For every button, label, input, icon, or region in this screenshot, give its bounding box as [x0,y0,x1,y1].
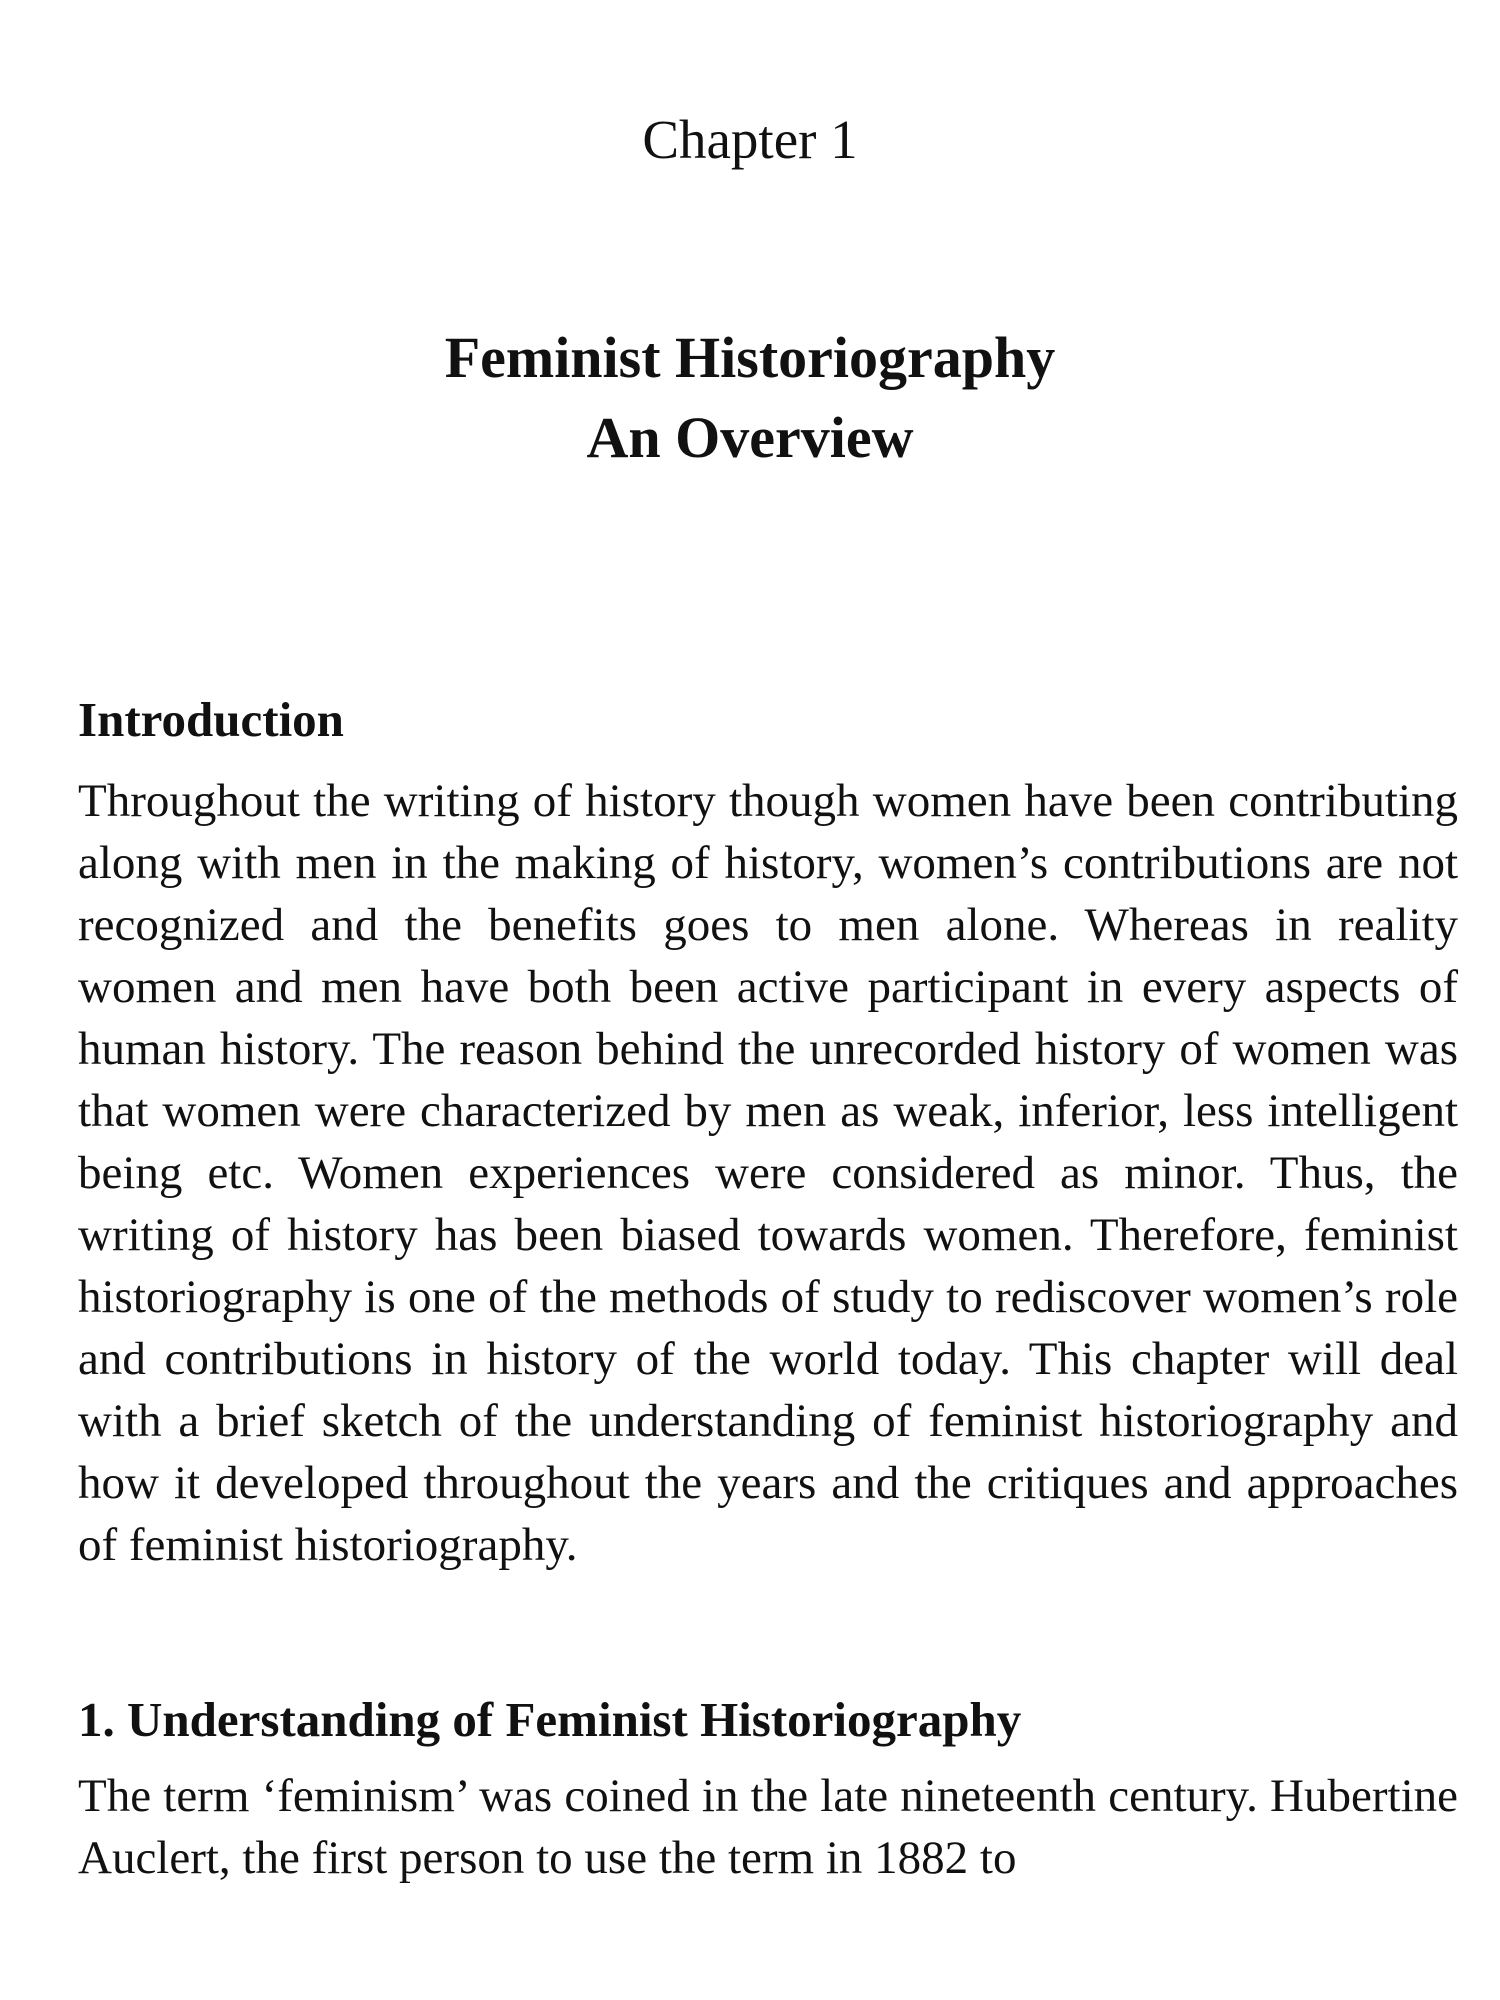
section-1-paragraph: The term ‘feminism’ was coined in the late nineteenth century. Hubertine Auclert, the first person to use the term in 1882 to [78,1770,1458,1884]
chapter-title-line-1: Feminist Historiography [444,325,1056,390]
introduction-paragraph: Throughout the writing of history though women have been contributing along with men in the making of history, women’s contributions are not recognized and the benefits goes to men alone. Whereas in reality women and men have both been active participant in every aspects of human history. The reason behind the unrecorded history of women was that women were characterized by men as weak, inferior, less intelligent being etc. Women experiences were considered as minor. Thus, the writing of history has been biased towards women. Therefore, feminist historiography is one of the methods of study to rediscover women’s role and contributions in history of the world today. This chapter will deal with a brief sketch of the understanding of feminist historiography and how it developed throughout the years and the critiques and approaches of feminist historiography. [78,775,1458,1571]
chapter-subtitle: An Overview [586,405,914,470]
section-1-heading: 1. Understanding of Feminist Historiography [78,1692,1022,1747]
introduction-heading: Introduction [78,692,344,747]
chapter-title [0,318,1500,478]
chapter-number: Chapter 1 [642,109,858,170]
